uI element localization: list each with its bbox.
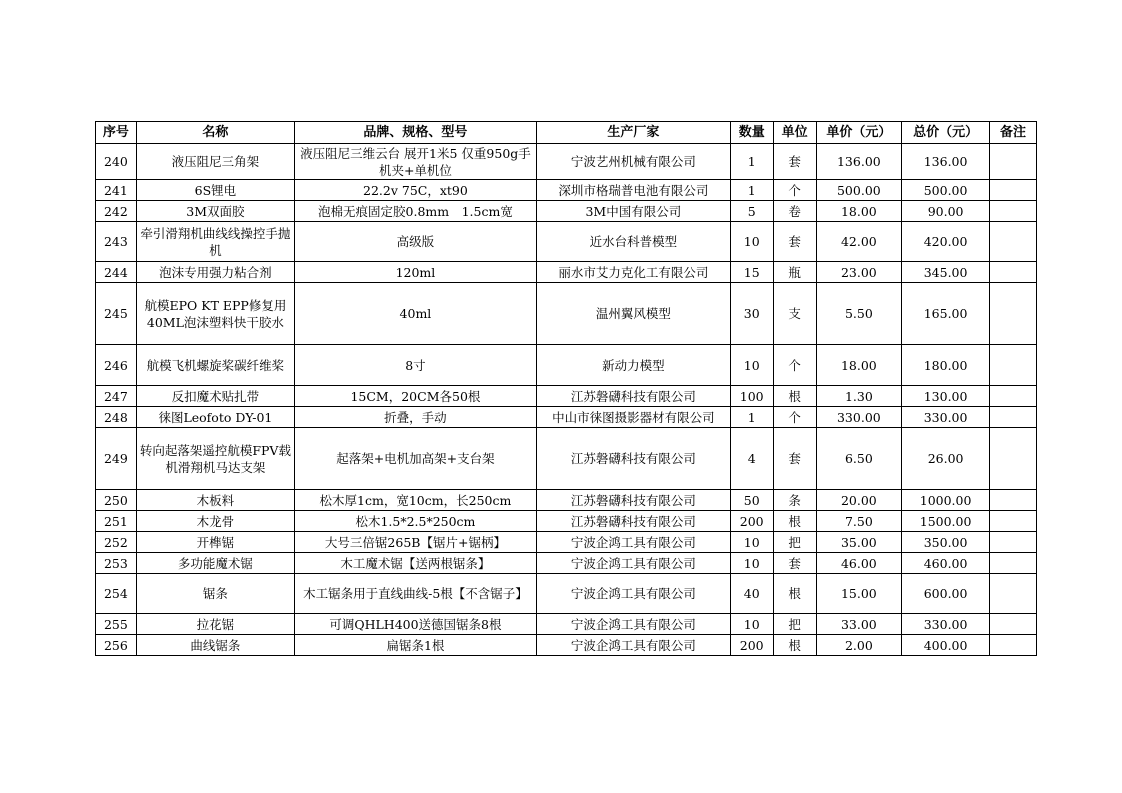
cell-manufacturer: 深圳市格瑞普电池有限公司 bbox=[536, 180, 730, 201]
cell-unit-price: 2.00 bbox=[816, 635, 902, 656]
cell-unit: 套 bbox=[773, 428, 816, 490]
cell-name: 锯条 bbox=[136, 574, 294, 614]
cell-qty: 200 bbox=[730, 511, 773, 532]
cell-no: 242 bbox=[96, 201, 137, 222]
cell-note bbox=[989, 222, 1036, 262]
cell-name: 航模飞机螺旋桨碳纤维桨 bbox=[136, 345, 294, 386]
cell-unit-price: 18.00 bbox=[816, 345, 902, 386]
cell-manufacturer: 温州翼风模型 bbox=[536, 283, 730, 345]
table-row bbox=[96, 407, 1037, 428]
cell-manufacturer: 宁波企鸿工具有限公司 bbox=[536, 614, 730, 635]
cell-no: 249 bbox=[96, 428, 137, 490]
cell-name: 多功能魔术锯 bbox=[136, 553, 294, 574]
cell-manufacturer: 江苏磐礴科技有限公司 bbox=[536, 511, 730, 532]
cell-unit: 根 bbox=[773, 511, 816, 532]
cell-unit: 套 bbox=[773, 144, 816, 180]
cell-name: 航模EPO KT EPP修复用40ML泡沫塑料快干胶水 bbox=[136, 283, 294, 345]
cell-manufacturer: 丽水市艾力克化工有限公司 bbox=[536, 262, 730, 283]
cell-unit-price: 35.00 bbox=[816, 532, 902, 553]
cell-total: 330.00 bbox=[902, 614, 990, 635]
cell-manufacturer: 江苏磐礴科技有限公司 bbox=[536, 490, 730, 511]
cell-name: 木龙骨 bbox=[136, 511, 294, 532]
cell-qty: 10 bbox=[730, 222, 773, 262]
table-row bbox=[96, 532, 1037, 553]
cell-unit-price: 1.30 bbox=[816, 386, 902, 407]
cell-qty: 30 bbox=[730, 283, 773, 345]
cell-unit: 瓶 bbox=[773, 262, 816, 283]
cell-note bbox=[989, 144, 1036, 180]
cell-total: 460.00 bbox=[902, 553, 990, 574]
cell-no: 255 bbox=[96, 614, 137, 635]
cell-manufacturer: 江苏磐礴科技有限公司 bbox=[536, 428, 730, 490]
cell-name: 曲线锯条 bbox=[136, 635, 294, 656]
cell-total: 165.00 bbox=[902, 283, 990, 345]
cell-no: 251 bbox=[96, 511, 137, 532]
cell-no: 253 bbox=[96, 553, 137, 574]
cell-unit-price: 42.00 bbox=[816, 222, 902, 262]
header-qty: 数量 bbox=[730, 122, 773, 144]
cell-name: 拉花锯 bbox=[136, 614, 294, 635]
cell-manufacturer: 3M中国有限公司 bbox=[536, 201, 730, 222]
cell-no: 248 bbox=[96, 407, 137, 428]
cell-spec: 高级版 bbox=[295, 222, 537, 262]
table-row bbox=[96, 283, 1037, 345]
cell-qty: 100 bbox=[730, 386, 773, 407]
table-row bbox=[96, 144, 1037, 180]
procurement-table bbox=[95, 121, 1037, 656]
cell-no: 241 bbox=[96, 180, 137, 201]
cell-total: 26.00 bbox=[902, 428, 990, 490]
table-row bbox=[96, 222, 1037, 262]
cell-qty: 10 bbox=[730, 345, 773, 386]
cell-unit-price: 7.50 bbox=[816, 511, 902, 532]
cell-manufacturer: 宁波企鸿工具有限公司 bbox=[536, 574, 730, 614]
header-manufacturer: 生产厂家 bbox=[536, 122, 730, 144]
cell-total: 1000.00 bbox=[902, 490, 990, 511]
cell-unit-price: 6.50 bbox=[816, 428, 902, 490]
cell-manufacturer: 中山市徕图摄影器材有限公司 bbox=[536, 407, 730, 428]
cell-no: 252 bbox=[96, 532, 137, 553]
table-row bbox=[96, 614, 1037, 635]
cell-spec: 120ml bbox=[295, 262, 537, 283]
cell-no: 256 bbox=[96, 635, 137, 656]
cell-manufacturer: 宁波艺州机械有限公司 bbox=[536, 144, 730, 180]
cell-total: 420.00 bbox=[902, 222, 990, 262]
cell-name: 液压阻尼三角架 bbox=[136, 144, 294, 180]
cell-unit-price: 15.00 bbox=[816, 574, 902, 614]
cell-qty: 50 bbox=[730, 490, 773, 511]
cell-spec: 8寸 bbox=[295, 345, 537, 386]
table-row bbox=[96, 201, 1037, 222]
cell-spec: 木工锯条用于直线曲线-5根【不含锯子】 bbox=[295, 574, 537, 614]
cell-unit-price: 46.00 bbox=[816, 553, 902, 574]
cell-note bbox=[989, 262, 1036, 283]
table-row bbox=[96, 262, 1037, 283]
cell-total: 180.00 bbox=[902, 345, 990, 386]
cell-unit: 根 bbox=[773, 635, 816, 656]
cell-name: 泡沫专用强力粘合剂 bbox=[136, 262, 294, 283]
cell-qty: 15 bbox=[730, 262, 773, 283]
table-row bbox=[96, 635, 1037, 656]
table-row bbox=[96, 386, 1037, 407]
cell-note bbox=[989, 490, 1036, 511]
cell-unit: 个 bbox=[773, 407, 816, 428]
cell-unit: 条 bbox=[773, 490, 816, 511]
cell-unit: 套 bbox=[773, 222, 816, 262]
header-unit: 单位 bbox=[773, 122, 816, 144]
cell-no: 246 bbox=[96, 345, 137, 386]
cell-total: 330.00 bbox=[902, 407, 990, 428]
table-row bbox=[96, 345, 1037, 386]
cell-qty: 10 bbox=[730, 614, 773, 635]
cell-no: 247 bbox=[96, 386, 137, 407]
cell-name: 徕图Leofoto DY-01 bbox=[136, 407, 294, 428]
cell-manufacturer: 江苏磐礴科技有限公司 bbox=[536, 386, 730, 407]
cell-manufacturer: 宁波企鸿工具有限公司 bbox=[536, 532, 730, 553]
cell-spec: 可调QHLH400送德国锯条8根 bbox=[295, 614, 537, 635]
cell-spec: 起落架+电机加高架+支台架 bbox=[295, 428, 537, 490]
cell-manufacturer: 近水台科普模型 bbox=[536, 222, 730, 262]
cell-qty: 4 bbox=[730, 428, 773, 490]
header-no: 序号 bbox=[96, 122, 137, 144]
cell-spec: 泡棉无痕固定胶0.8mm 1.5cm宽 bbox=[295, 201, 537, 222]
cell-spec: 松木1.5*2.5*250cm bbox=[295, 511, 537, 532]
cell-manufacturer: 新动力模型 bbox=[536, 345, 730, 386]
cell-unit: 把 bbox=[773, 614, 816, 635]
cell-qty: 1 bbox=[730, 144, 773, 180]
cell-note bbox=[989, 407, 1036, 428]
cell-spec: 液压阻尼三维云台 展开1米5 仅重950g手机夹+单机位 bbox=[295, 144, 537, 180]
cell-note bbox=[989, 201, 1036, 222]
cell-no: 243 bbox=[96, 222, 137, 262]
cell-name: 木板料 bbox=[136, 490, 294, 511]
header-name: 名称 bbox=[136, 122, 294, 144]
table-row bbox=[96, 180, 1037, 201]
cell-spec: 松木厚1cm，宽10cm，长250cm bbox=[295, 490, 537, 511]
cell-spec: 大号三倍锯265B【锯片+锯柄】 bbox=[295, 532, 537, 553]
cell-total: 400.00 bbox=[902, 635, 990, 656]
cell-note bbox=[989, 283, 1036, 345]
cell-qty: 1 bbox=[730, 180, 773, 201]
cell-unit: 个 bbox=[773, 345, 816, 386]
cell-unit-price: 23.00 bbox=[816, 262, 902, 283]
table-row bbox=[96, 428, 1037, 490]
cell-unit: 根 bbox=[773, 386, 816, 407]
cell-note bbox=[989, 386, 1036, 407]
cell-unit-price: 20.00 bbox=[816, 490, 902, 511]
cell-total: 130.00 bbox=[902, 386, 990, 407]
cell-total: 345.00 bbox=[902, 262, 990, 283]
cell-unit-price: 330.00 bbox=[816, 407, 902, 428]
cell-qty: 1 bbox=[730, 407, 773, 428]
cell-unit: 支 bbox=[773, 283, 816, 345]
cell-name: 6S锂电 bbox=[136, 180, 294, 201]
cell-total: 600.00 bbox=[902, 574, 990, 614]
table-header-row bbox=[96, 122, 1037, 144]
cell-note bbox=[989, 532, 1036, 553]
cell-note bbox=[989, 428, 1036, 490]
header-unit-price: 单价（元） bbox=[816, 122, 902, 144]
cell-spec: 15CM，20CM各50根 bbox=[295, 386, 537, 407]
cell-unit-price: 33.00 bbox=[816, 614, 902, 635]
cell-spec: 22.2v 75C，xt90 bbox=[295, 180, 537, 201]
cell-unit: 把 bbox=[773, 532, 816, 553]
cell-name: 转向起落架遥控航模FPV载机滑翔机马达支架 bbox=[136, 428, 294, 490]
cell-spec: 木工魔术锯【送两根锯条】 bbox=[295, 553, 537, 574]
cell-total: 350.00 bbox=[902, 532, 990, 553]
cell-spec: 折叠，手动 bbox=[295, 407, 537, 428]
cell-total: 90.00 bbox=[902, 201, 990, 222]
cell-total: 500.00 bbox=[902, 180, 990, 201]
cell-unit-price: 18.00 bbox=[816, 201, 902, 222]
cell-unit-price: 136.00 bbox=[816, 144, 902, 180]
cell-unit: 根 bbox=[773, 574, 816, 614]
table-row bbox=[96, 511, 1037, 532]
cell-qty: 5 bbox=[730, 201, 773, 222]
cell-qty: 40 bbox=[730, 574, 773, 614]
cell-unit-price: 5.50 bbox=[816, 283, 902, 345]
cell-spec: 扁锯条1根 bbox=[295, 635, 537, 656]
cell-unit-price: 500.00 bbox=[816, 180, 902, 201]
cell-note bbox=[989, 345, 1036, 386]
cell-total: 1500.00 bbox=[902, 511, 990, 532]
header-note: 备注 bbox=[989, 122, 1036, 144]
cell-no: 244 bbox=[96, 262, 137, 283]
cell-unit: 个 bbox=[773, 180, 816, 201]
cell-no: 250 bbox=[96, 490, 137, 511]
cell-spec: 40ml bbox=[295, 283, 537, 345]
cell-name: 开榫锯 bbox=[136, 532, 294, 553]
cell-manufacturer: 宁波企鸿工具有限公司 bbox=[536, 635, 730, 656]
table-body bbox=[96, 144, 1037, 656]
cell-qty: 10 bbox=[730, 553, 773, 574]
cell-note bbox=[989, 553, 1036, 574]
table-row bbox=[96, 574, 1037, 614]
cell-note bbox=[989, 614, 1036, 635]
cell-unit: 卷 bbox=[773, 201, 816, 222]
header-total: 总价（元） bbox=[902, 122, 990, 144]
cell-note bbox=[989, 511, 1036, 532]
cell-unit: 套 bbox=[773, 553, 816, 574]
cell-note bbox=[989, 180, 1036, 201]
cell-qty: 200 bbox=[730, 635, 773, 656]
cell-total: 136.00 bbox=[902, 144, 990, 180]
cell-manufacturer: 宁波企鸿工具有限公司 bbox=[536, 553, 730, 574]
table-row bbox=[96, 490, 1037, 511]
cell-name: 反扣魔术贴扎带 bbox=[136, 386, 294, 407]
cell-name: 牵引滑翔机曲线线操控手抛机 bbox=[136, 222, 294, 262]
header-spec: 品牌、规格、型号 bbox=[295, 122, 537, 144]
cell-name: 3M双面胶 bbox=[136, 201, 294, 222]
cell-no: 240 bbox=[96, 144, 137, 180]
cell-no: 254 bbox=[96, 574, 137, 614]
cell-no: 245 bbox=[96, 283, 137, 345]
cell-note bbox=[989, 635, 1036, 656]
table-row bbox=[96, 553, 1037, 574]
cell-qty: 10 bbox=[730, 532, 773, 553]
cell-note bbox=[989, 574, 1036, 614]
